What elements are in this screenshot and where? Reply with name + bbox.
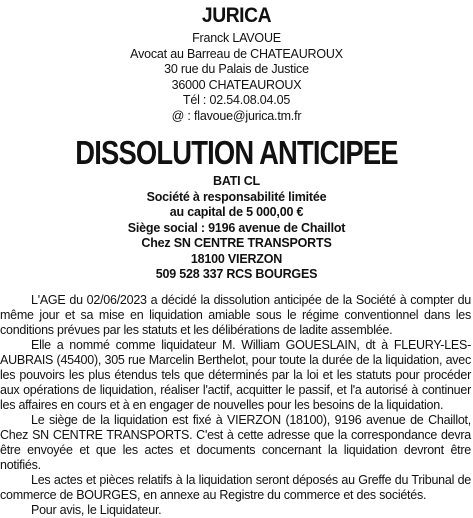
paragraph-signature: Pour avis, le Liquidateur. [31,502,162,517]
firm-city: 36000 CHATEAUROUX [171,77,302,92]
company-capital: au capital de 5 000,00 € [169,205,304,219]
company-care-of: Chez SN CENTRE TRANSPORTS [141,236,332,250]
company-block [0,174,473,283]
firm-street: 30 rue du Palais de Justice [164,62,309,76]
paragraph-filing: Les actes et pièces relatifs à la liquidation seront déposés au Greffe du Tribunal de commerce de BOURGES, en annexe au Registre du commerce et des sociétés. [0,472,471,502]
company-name: BATI CL [213,174,260,188]
firm-email: @ : flavoue@jurica.tm.fr [171,108,302,123]
lawyer-name: Franck LAVOUE [192,31,281,45]
notice-body [0,293,473,518]
firm-contact-block [0,31,473,124]
firm-name: JURICA [201,4,272,27]
paragraph-liquidation-seat: Le siège de la liquidation est fixé à VIERZON (18100), 9196 avenue de Chaillot, Chez SN CENTRE TRANSPORTS. C'est à cette adresse que la correspondance devra être envoyée et que les actes et documents concernant la liquidation devront être notifiés. [0,412,471,472]
paragraph-dissolution: L'AGE du 02/06/2023 a décidé la dissolution anticipée de la Société à compter du même jour et sa mise en liquidation amiable sous le régime conventionnel dans les conditions prévues par les statuts et les délibérations de ladite assemblée. [0,292,471,337]
firm-phone: Tél : 02.54.08.04.05 [182,93,291,107]
lawyer-title: Avocat au Barreau de CHATEAUROUX [130,46,343,61]
notice-title: DISSOLUTION ANTICIPEE [75,134,398,171]
company-rcs: 509 528 337 RCS BOURGES [155,267,318,281]
company-registered-office: Siège social : 9196 avenue de Chaillot [127,220,346,235]
company-city: 18100 VIERZON [190,251,283,266]
paragraph-liquidator: Elle a nommé comme liquidateur M. William GOUESLAIN, dt à FLEURY-LES-AUBRAIS (45400), 305 rue Marcelin Berthelot, pour toute la durée de la liquidation, avec les pouvoirs les plus étendus tels que déterminés par la loi et les statuts pour procéder aux opérations de liquidation, réaliser l'actif, acquitter le passif, et l'a autorisé à continuer les affaires en cours et à en engager de nouvelles pour les besoins de la liquidation. [0,337,471,412]
company-form: Société à responsabilité limitée [146,189,327,204]
